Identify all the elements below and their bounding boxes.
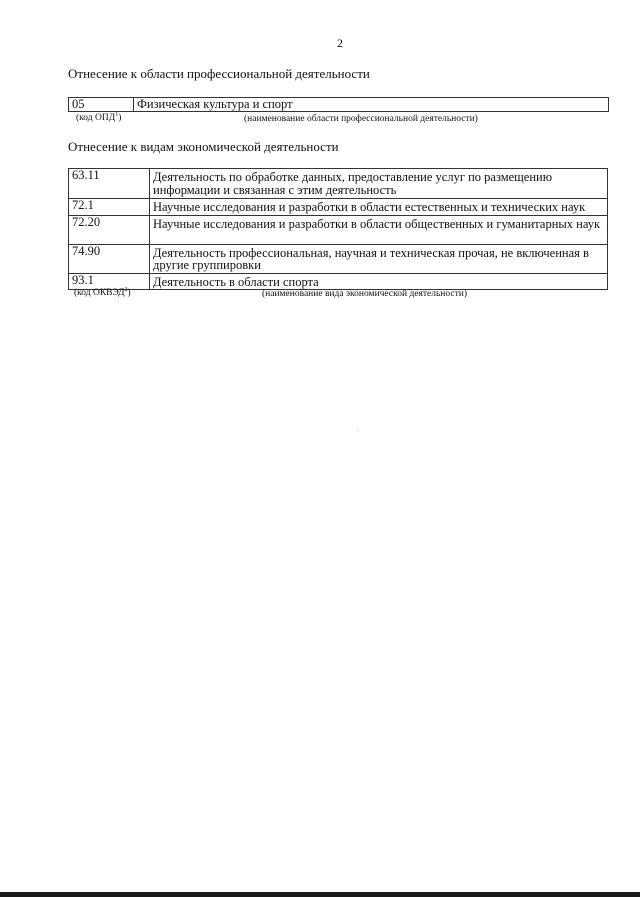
table-row <box>69 273 608 290</box>
okved-code-caption-text: (код ОКВЭД <box>74 288 125 298</box>
table-row <box>69 244 608 273</box>
opd-name-caption: (наименование области профессиональной деятельности) <box>244 114 478 124</box>
footnote-marker: 2 <box>124 286 128 293</box>
okved-name-cell: Деятельность в области спорта <box>150 273 608 290</box>
okved-code-cell: 74.90 <box>69 244 150 273</box>
okved-name-cell: Деятельность по обработке данных, предоставление услуг по размещению информации и связанная с этим деятельность <box>150 169 608 199</box>
okved-name-cell: Деятельность профессиональная, научная и техническая прочая, не включенная в другие группировки <box>150 244 608 273</box>
table-row <box>69 199 608 216</box>
okved-code-cell: 72.1 <box>69 199 150 216</box>
okved-code-caption-close: ) <box>127 288 131 298</box>
opd-code-cell: 05 <box>69 98 134 112</box>
okved-name-cell: Научные исследования и разработки в области естественных и технических наук <box>150 199 608 216</box>
professional-area-table <box>68 97 609 112</box>
okved-code-caption <box>74 288 131 298</box>
professional-area-heading: Отнесение к области профессиональной деятельности <box>68 66 370 81</box>
opd-code-caption-close: ) <box>118 113 122 123</box>
okved-code-cell: 63.11 <box>69 169 150 199</box>
okved-name-cell: Научные исследования и разработки в области общественных и гуманитарных наук <box>150 215 608 244</box>
okved-name-caption: (наименование вида экономической деятельности) <box>262 289 467 299</box>
scan-speck <box>357 430 358 431</box>
table-row <box>69 98 609 112</box>
footnote-marker: 1 <box>115 111 119 118</box>
economic-activities-table <box>68 168 608 290</box>
opd-code-caption <box>76 113 121 123</box>
opd-name-cell: Физическая культура и спорт <box>134 98 609 112</box>
scan-edge <box>0 892 640 897</box>
economic-activities-heading: Отнесение к видам экономической деятельности <box>68 139 339 154</box>
opd-code-caption-text: (код ОПД <box>76 113 116 123</box>
okved-code-cell: 93.1 <box>69 273 150 290</box>
table-row <box>69 169 608 199</box>
table-row <box>69 215 608 244</box>
page-number: 2 <box>337 36 343 50</box>
okved-code-cell: 72.20 <box>69 215 150 244</box>
